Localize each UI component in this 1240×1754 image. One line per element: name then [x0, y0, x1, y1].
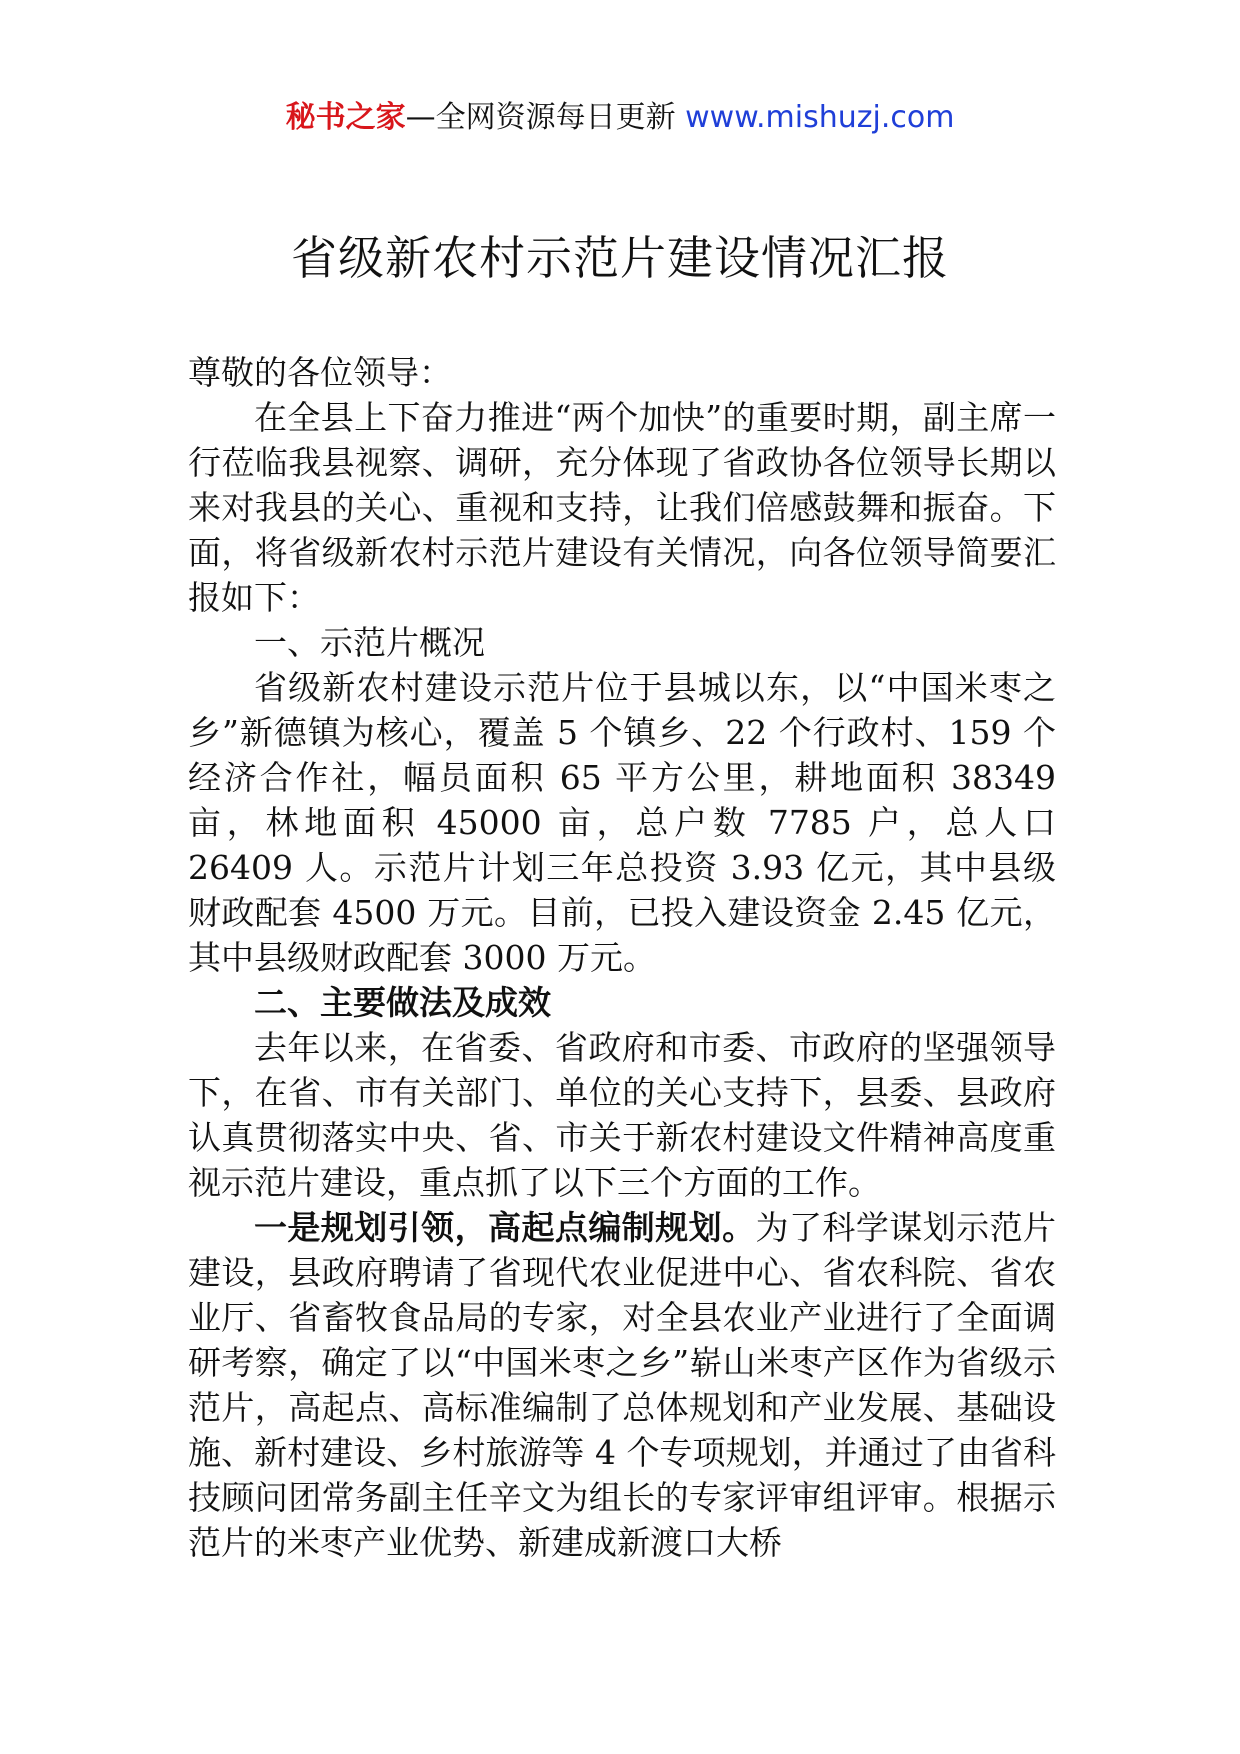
heading-measures: 二、主要做法及成效: [254, 983, 551, 1022]
document-title: 省级新农村示范片建设情况汇报: [291, 231, 949, 285]
salutation: 尊敬的各位领导：: [188, 353, 452, 392]
site-tagline: —全网资源每日更新: [405, 100, 676, 135]
site-brand: 秘书之家: [285, 100, 406, 135]
heading-overview: 一、示范片概况: [254, 623, 485, 662]
paragraph-measures-intro: 去年以来，在省委、省政府和市委、市政府的坚强领导下，在省、市有关部门、单位的关心支持下，县委、县政府认真贯彻落实中央、省、市关于新农村建设文件精神高度重视示范片建设，重点抓了以下三个方面的工作。: [188, 1028, 1056, 1202]
site-header: [0, 98, 1240, 138]
paragraph-intro: 在全县上下奋力推进“两个加快”的重要时期，副主席一行莅临我县视察、调研，充分体现了省政协各位领导长期以来对我县的关心、重视和支持，让我们倍感鼓舞和振奋。下面，将省级新农村示范片建设有关情况，向各位领导简要汇报如下：: [188, 398, 1056, 617]
site-url-link[interactable]: www.mishuzj.com: [685, 100, 955, 135]
document-body: [188, 350, 1056, 1565]
point1-text: 为了科学谋划示范片建设，县政府聘请了省现代农业促进中心、省农科院、省农业厅、省畜牧食品局的专家，对全县农业产业进行了全面调研考察，确定了以“中国米枣之乡”崭山米枣产区作为省级示范片，高起点、高标准编制了总体规划和产业发展、基础设施、新村建设、乡村旅游等 4 个专项规划，并通过了由省科技顾问团常务副主任辛文为组长的专家评审组评审。根据示范片的米枣产业优势、新建成新渡口大桥: [188, 1208, 1057, 1562]
paragraph-point1: [188, 1205, 1056, 1565]
point1-lead: 一是规划引领，高起点编制规划。: [254, 1208, 756, 1247]
paragraph-overview: 省级新农村建设示范片位于县城以东，以“中国米枣之乡”新德镇为核心，覆盖 5 个镇乡、22 个行政村、159 个经济合作社，幅员面积 65 平方公里，耕地面积 38349 亩，林地面积 45000 亩，总户数 7785 户，总人口 26409 人。示范片计划三年总投资 3.93 亿元，其中县级财政配套 4500 万元。目前，已投入建设资金 2.45 亿元，其中县级财政配套 3000 万元。: [188, 668, 1056, 977]
